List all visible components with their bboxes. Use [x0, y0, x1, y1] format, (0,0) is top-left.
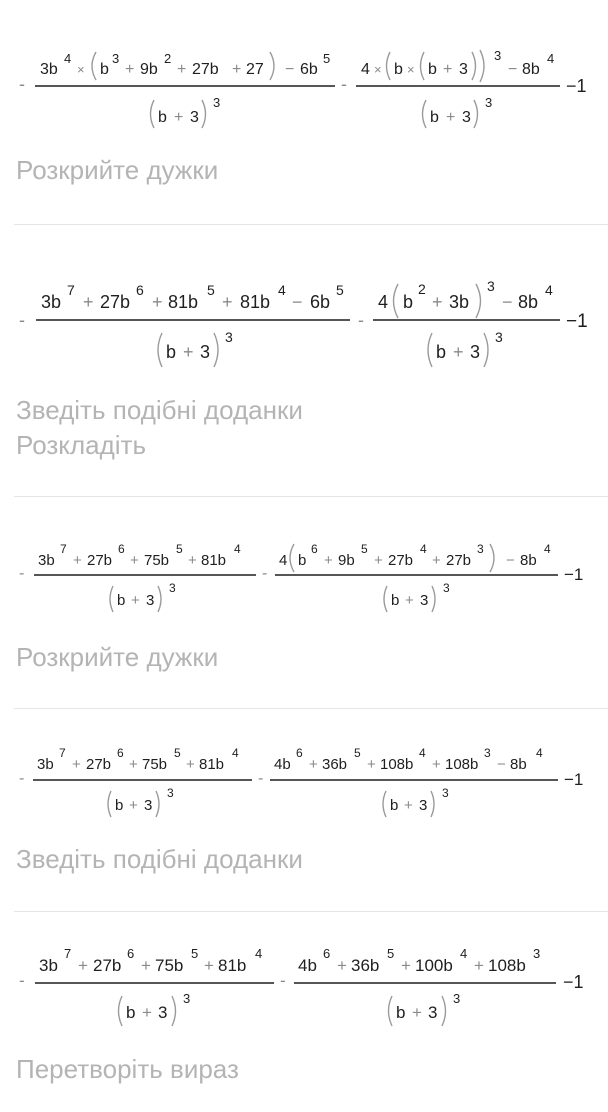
svg-text:8b: 8b [520, 552, 537, 569]
step-2 [0, 225, 608, 496]
svg-text:75b: 75b [142, 756, 168, 773]
svg-text:27b: 27b [86, 756, 112, 773]
fraction-2-numerator [378, 278, 553, 318]
fraction-1-denominator [108, 786, 174, 817]
svg-text:+: + [309, 756, 318, 773]
hint-transform-expression[interactable]: Перетворіть вираз [16, 1054, 239, 1084]
svg-text:+: + [78, 956, 88, 975]
svg-text:3: 3 [484, 746, 491, 760]
svg-text:7: 7 [64, 946, 72, 961]
svg-text:6: 6 [323, 946, 331, 961]
svg-text:3: 3 [419, 797, 428, 814]
fraction-2-denominator [384, 581, 450, 612]
svg-text:+: + [474, 956, 484, 975]
svg-text:3: 3 [495, 329, 503, 345]
svg-text:×: × [407, 62, 415, 77]
svg-text:b: b [428, 61, 437, 78]
svg-text:+: + [405, 592, 414, 609]
svg-text:3: 3 [169, 581, 176, 595]
svg-text:3b: 3b [449, 292, 470, 312]
minus-one: −1 [564, 565, 584, 584]
svg-text:6b: 6b [310, 292, 331, 312]
svg-text:3: 3 [213, 95, 221, 110]
fraction-2-numerator [274, 746, 543, 773]
svg-text:4: 4 [378, 292, 389, 312]
svg-text:81b: 81b [199, 756, 225, 773]
svg-text:3: 3 [533, 946, 541, 961]
svg-text:3: 3 [487, 278, 495, 294]
svg-text:36b: 36b [322, 756, 348, 773]
svg-text:4: 4 [234, 542, 241, 556]
fraction-1-numerator [39, 946, 262, 975]
svg-text:5: 5 [336, 282, 344, 298]
svg-text:−: − [292, 292, 303, 312]
svg-text:3: 3 [462, 109, 471, 126]
svg-text:4: 4 [547, 51, 555, 66]
svg-text:3: 3 [470, 342, 481, 362]
fraction-2-denominator [423, 95, 493, 128]
fraction-2-denominator [389, 991, 461, 1026]
svg-text:4: 4 [361, 61, 370, 78]
svg-text:+: + [142, 1003, 152, 1022]
svg-text:+: + [432, 552, 441, 569]
svg-text:3: 3 [420, 592, 429, 609]
step-3 [0, 497, 608, 708]
svg-text:7: 7 [67, 282, 75, 298]
svg-text:4: 4 [419, 746, 426, 760]
svg-text:b: b [403, 292, 414, 312]
svg-text:4: 4 [278, 282, 286, 298]
svg-text:108b: 108b [488, 956, 526, 975]
svg-text:81b: 81b [201, 552, 227, 569]
svg-text:36b: 36b [351, 956, 380, 975]
svg-text:−: − [497, 756, 506, 773]
svg-text:b: b [436, 342, 447, 362]
svg-text:+: + [367, 756, 376, 773]
expression-4[interactable] [0, 741, 608, 831]
svg-text:+: + [432, 756, 441, 773]
svg-text:+: + [129, 756, 138, 773]
svg-text:27b: 27b [446, 552, 472, 569]
svg-text:6: 6 [136, 282, 144, 298]
svg-text:+: + [337, 956, 347, 975]
svg-text:+: + [324, 552, 333, 569]
svg-text:+: + [72, 756, 81, 773]
fraction-1-numerator [38, 542, 241, 569]
neg-sign: - [19, 565, 25, 582]
svg-text:+: + [412, 1003, 422, 1022]
svg-text:5: 5 [207, 282, 215, 298]
svg-text:4: 4 [536, 746, 543, 760]
svg-text:4: 4 [545, 282, 553, 298]
hint-expand-brackets[interactable]: Розкрийте дужки [16, 642, 219, 672]
svg-text:27b: 27b [93, 956, 122, 975]
minus-one: −1 [564, 770, 584, 789]
svg-text:4: 4 [279, 552, 288, 569]
svg-text:b: b [390, 797, 399, 814]
svg-text:3: 3 [112, 51, 120, 66]
minus-one: −1 [563, 972, 584, 992]
minus-operator: - [341, 74, 347, 94]
svg-text:100b: 100b [415, 956, 453, 975]
svg-text:+: + [432, 292, 443, 312]
fraction-1-numerator [41, 282, 344, 312]
svg-text:b: b [115, 797, 124, 814]
svg-text:4: 4 [232, 746, 239, 760]
svg-text:3: 3 [167, 786, 174, 800]
neg-sign: - [19, 74, 25, 94]
fraction-1-denominator [151, 95, 221, 128]
minus-operator: - [358, 310, 364, 330]
svg-text:b: b [430, 109, 439, 126]
svg-text:3: 3 [443, 581, 450, 595]
svg-text:81b: 81b [218, 956, 247, 975]
svg-text:3b: 3b [38, 552, 55, 569]
fraction-1-numerator [40, 51, 330, 80]
svg-text:7: 7 [60, 542, 67, 556]
fraction-2-denominator [428, 329, 503, 367]
fraction-1-numerator [37, 746, 239, 773]
svg-text:+: + [141, 956, 151, 975]
svg-text:b: b [396, 1003, 406, 1022]
svg-text:4b: 4b [274, 756, 291, 773]
svg-text:b: b [394, 61, 403, 78]
step-4 [0, 709, 608, 911]
svg-text:3: 3 [158, 1003, 168, 1022]
fraction-2-denominator [383, 786, 449, 817]
expression-3[interactable] [0, 532, 608, 622]
svg-text:+: + [186, 756, 195, 773]
svg-text:b: b [100, 61, 109, 78]
svg-text:+: + [374, 552, 383, 569]
svg-text:5: 5 [174, 746, 181, 760]
neg-sign: - [19, 971, 25, 990]
svg-text:×: × [77, 62, 85, 77]
svg-text:108b: 108b [445, 756, 479, 773]
svg-text:+: + [453, 342, 464, 362]
svg-text:9b: 9b [140, 61, 158, 78]
svg-text:+: + [152, 292, 163, 312]
svg-text:−: − [508, 61, 518, 78]
fraction-1-denominator [110, 581, 176, 612]
step-5 [0, 912, 608, 1112]
svg-text:+: + [222, 292, 233, 312]
svg-text:3: 3 [428, 1003, 438, 1022]
svg-text:4: 4 [420, 542, 427, 556]
svg-text:8b: 8b [510, 756, 527, 773]
svg-text:27b: 27b [388, 552, 414, 569]
svg-text:b: b [298, 552, 307, 569]
minus-operator: - [258, 770, 264, 787]
neg-sign: - [19, 770, 25, 787]
minus-operator: - [280, 971, 286, 990]
svg-text:3: 3 [477, 542, 484, 556]
svg-text:3b: 3b [37, 756, 54, 773]
svg-text:4: 4 [460, 946, 468, 961]
svg-text:6b: 6b [300, 61, 318, 78]
svg-text:8b: 8b [518, 292, 539, 312]
svg-text:+: + [131, 592, 140, 609]
svg-text:7: 7 [59, 746, 66, 760]
neg-sign: - [19, 310, 25, 330]
svg-text:3: 3 [459, 61, 468, 78]
expression-5[interactable] [0, 942, 608, 1042]
svg-text:+: + [232, 61, 242, 78]
svg-text:+: + [188, 552, 197, 569]
minus-one: −1 [566, 76, 587, 96]
svg-text:3: 3 [144, 797, 153, 814]
expression-1[interactable] [0, 30, 608, 140]
svg-text:9b: 9b [338, 552, 355, 569]
svg-text:3: 3 [146, 592, 155, 609]
hint-expand-brackets[interactable]: Розкрийте дужки [16, 155, 219, 185]
svg-text:5: 5 [176, 542, 183, 556]
svg-text:3: 3 [183, 991, 191, 1006]
svg-text:4: 4 [255, 946, 263, 961]
svg-text:+: + [129, 797, 138, 814]
svg-text:4b: 4b [298, 956, 317, 975]
svg-text:27b: 27b [192, 61, 219, 78]
svg-text:6: 6 [118, 542, 125, 556]
svg-text:+: + [183, 342, 194, 362]
svg-text:3b: 3b [41, 292, 62, 312]
svg-text:3: 3 [225, 329, 233, 345]
svg-text:5: 5 [191, 946, 199, 961]
svg-text:b: b [126, 1003, 136, 1022]
svg-text:b: b [166, 342, 177, 362]
svg-text:+: + [125, 61, 135, 78]
svg-text:3: 3 [190, 109, 199, 126]
svg-text:75b: 75b [144, 552, 170, 569]
svg-text:3: 3 [494, 48, 502, 63]
svg-text:3: 3 [485, 95, 493, 110]
svg-text:75b: 75b [155, 956, 184, 975]
svg-text:+: + [404, 797, 413, 814]
svg-text:3b: 3b [40, 61, 58, 78]
svg-text:6: 6 [127, 946, 135, 961]
svg-text:3: 3 [200, 342, 211, 362]
svg-text:b: b [117, 592, 126, 609]
svg-text:×: × [374, 62, 382, 77]
svg-text:+: + [204, 956, 214, 975]
fraction-2-numerator [361, 48, 554, 82]
svg-text:5: 5 [387, 946, 395, 961]
hint-combine-like-terms[interactable]: Зведіть подібні доданки [16, 395, 303, 425]
minus-one: −1 [566, 311, 588, 332]
svg-text:5: 5 [361, 542, 368, 556]
expression-2[interactable] [0, 270, 608, 380]
svg-text:2: 2 [164, 51, 172, 66]
svg-text:+: + [73, 552, 82, 569]
svg-text:b: b [158, 109, 167, 126]
svg-text:27b: 27b [100, 292, 131, 312]
svg-text:4: 4 [64, 51, 72, 66]
svg-text:5: 5 [354, 746, 361, 760]
svg-text:4: 4 [544, 542, 551, 556]
svg-text:−: − [285, 61, 295, 78]
svg-text:3b: 3b [39, 956, 58, 975]
svg-text:+: + [443, 61, 453, 78]
svg-text:108b: 108b [380, 756, 414, 773]
svg-text:2: 2 [418, 281, 426, 297]
fraction-2-numerator [279, 542, 551, 572]
svg-text:+: + [130, 552, 139, 569]
svg-text:+: + [174, 109, 184, 126]
svg-text:8b: 8b [522, 61, 540, 78]
fraction-1-denominator [158, 329, 233, 367]
svg-text:−: − [502, 292, 513, 312]
svg-text:b: b [391, 592, 400, 609]
hint-combine-like-terms[interactable]: Зведіть подібні доданки [16, 844, 303, 874]
svg-text:81b: 81b [240, 292, 271, 312]
svg-text:5: 5 [323, 51, 331, 66]
svg-text:81b: 81b [168, 292, 199, 312]
svg-text:+: + [177, 61, 187, 78]
hint-factor[interactable]: Розкладіть [16, 430, 146, 460]
svg-text:27: 27 [246, 61, 264, 78]
svg-text:3: 3 [453, 991, 461, 1006]
step-1 [0, 0, 608, 224]
svg-text:3: 3 [442, 786, 449, 800]
fraction-1-denominator [119, 991, 191, 1026]
svg-text:27b: 27b [87, 552, 113, 569]
svg-text:+: + [83, 292, 94, 312]
svg-text:−: − [506, 552, 515, 569]
minus-operator: - [262, 565, 268, 582]
fraction-2-numerator [298, 946, 540, 975]
svg-text:6: 6 [296, 746, 303, 760]
svg-text:+: + [401, 956, 411, 975]
svg-text:6: 6 [311, 542, 318, 556]
svg-text:+: + [446, 109, 456, 126]
svg-text:6: 6 [117, 746, 124, 760]
